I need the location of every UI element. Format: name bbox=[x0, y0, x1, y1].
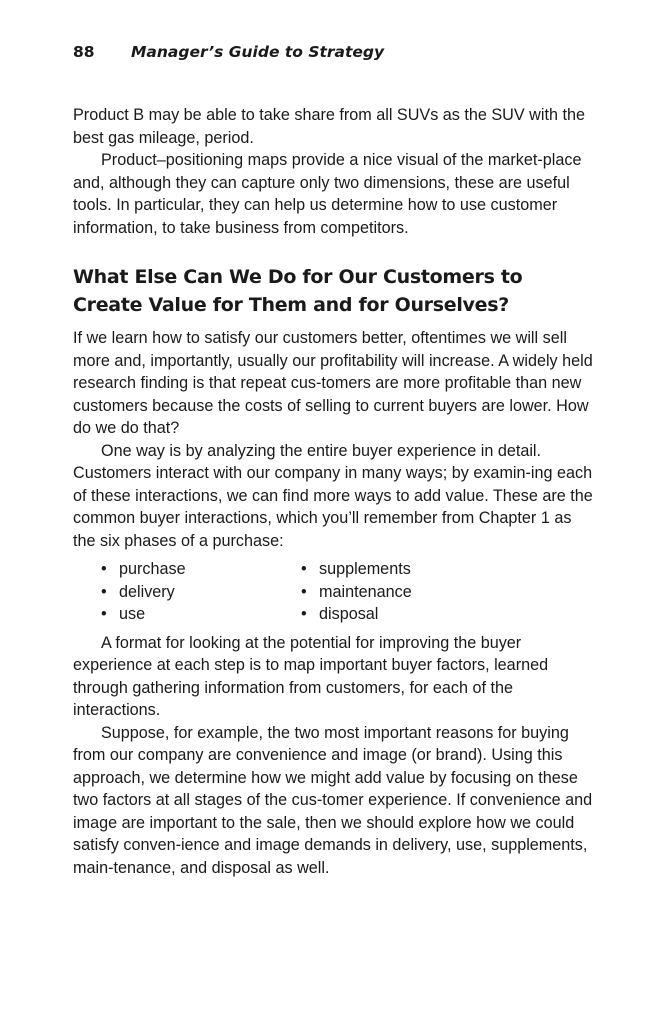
list-item-label: supplements bbox=[319, 560, 411, 578]
paragraph-buyer-experience: One way is by analyzing the entire buyer experience in detail. Customers interact with our company in many ways; by examin-ing each of these interactions, we can find more ways to add value. These are the common buyer interactions, which you’ll remember from Chapter 1 as the six phases of a purchase: bbox=[73, 441, 593, 550]
paragraph-suv-share: Product B may be able to take share from all SUVs as the SUV with the best gas mileage, period. bbox=[73, 106, 585, 147]
bullet-column-left bbox=[101, 558, 301, 626]
list-item-label: delivery bbox=[119, 582, 175, 601]
section-body-continued bbox=[73, 632, 593, 880]
section-body bbox=[73, 327, 593, 552]
list-item bbox=[301, 581, 412, 604]
list-item-label: disposal bbox=[319, 605, 379, 623]
paragraph-convenience-image: Suppose, for example, the two most important reasons for buying from our company are convenience and image (or brand). Using this approach, we determine how we might add value by focusing on these two factors at all stages of the cus-tomer experience. If convenience and image are important to the sale, then we should explore how we could satisfy conven-ience and image demands in delivery, use, supplements, main-tenance, and disposal as well. bbox=[73, 723, 593, 877]
bullet-glyph: • bbox=[101, 582, 107, 601]
purchase-phases-list bbox=[101, 558, 593, 626]
paragraph-format-mapping: A format for looking at the potential for improving the buyer experience at each step is to map important buyer factors, learned through gathering information from customers, for each of the interactions. bbox=[73, 633, 549, 719]
list-item bbox=[101, 603, 301, 626]
book-title: Manager’s Guide to Strategy bbox=[131, 43, 385, 61]
section-heading: What Else Can We Do for Our Customers to Create Value for Them and for Ourselves? bbox=[73, 266, 523, 316]
list-item-label: use bbox=[119, 605, 146, 623]
list-item bbox=[101, 558, 301, 581]
list-item-label: maintenance bbox=[319, 582, 412, 601]
running-head bbox=[73, 40, 593, 64]
bullet-column-right bbox=[301, 558, 412, 626]
page-number: 88 bbox=[73, 43, 95, 61]
bullet-glyph: • bbox=[101, 605, 107, 623]
paragraph-positioning-maps: Product–positioning maps provide a nice visual of the market-place and, although they can capture only two dimensions, these are useful tools. In particular, they can help us determine how to use customer information, to take business from competitors. bbox=[73, 151, 582, 237]
bullet-glyph: • bbox=[301, 560, 307, 578]
list-item-label: purchase bbox=[119, 560, 186, 578]
paragraph-satisfy-customers: If we learn how to satisfy our customers better, oftentimes we will sell more and, importantly, usually our profitability will increase. A widely held research finding is that repeat cus-tomers are more profitable than new customers because the costs of selling to current buyers are lower. How do we do that? bbox=[73, 329, 593, 437]
list-item bbox=[301, 558, 412, 581]
bullet-glyph: • bbox=[301, 582, 307, 601]
list-item bbox=[101, 581, 301, 604]
bullet-glyph: • bbox=[301, 605, 307, 623]
book-page bbox=[73, 40, 593, 879]
list-item bbox=[301, 603, 412, 626]
bullet-glyph: • bbox=[101, 560, 107, 578]
body-text bbox=[73, 104, 593, 239]
